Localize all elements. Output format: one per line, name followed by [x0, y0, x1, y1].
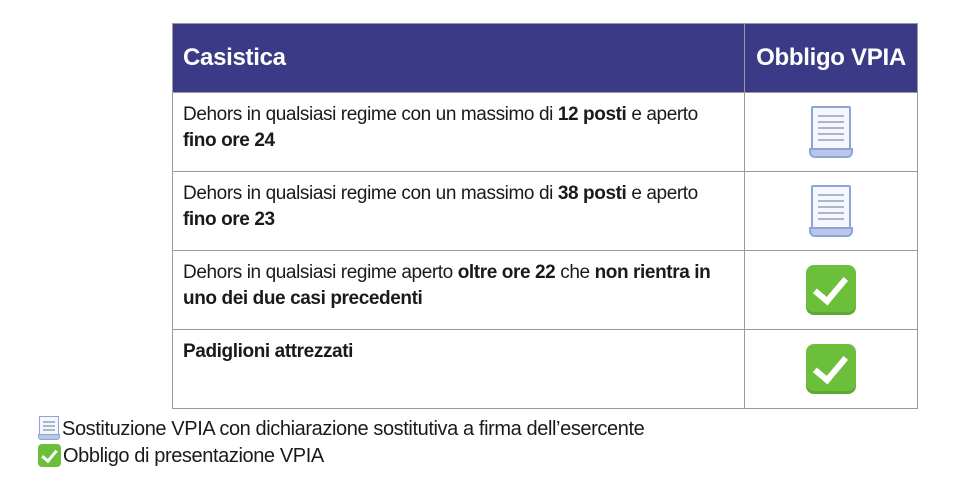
table-header-row: [173, 24, 918, 93]
casistica-cell: [173, 93, 745, 172]
document-icon: [809, 106, 853, 158]
text-segment: e aperto: [626, 104, 698, 125]
bold-text: oltre ore 22: [457, 262, 556, 283]
text-segment: Dehors in qualsiasi regime con un massimo di: [183, 104, 558, 125]
casistica-cell: [173, 172, 745, 251]
bold-text: 38 posti: [557, 183, 627, 204]
document-icon: [809, 185, 853, 237]
casistica-text: [173, 251, 744, 312]
obbligo-cell: [745, 330, 918, 409]
casistica-text: [173, 330, 744, 365]
legend-check-text: Obbligo di presentazione VPIA: [63, 445, 324, 467]
obbligo-cell: [745, 93, 918, 172]
obbligo-cell: [745, 172, 918, 251]
text-segment: Dehors in qualsiasi regime aperto: [183, 262, 458, 283]
vpia-table: [172, 23, 918, 409]
legend-document: [38, 416, 644, 442]
header-obbligo-vpia: Obbligo VPIA: [745, 24, 918, 93]
casistica-text: [173, 172, 744, 233]
bold-text: fino ore 23: [183, 209, 275, 230]
check-icon: [806, 265, 856, 315]
table-row: [173, 330, 918, 409]
bold-text: fino ore 24: [183, 130, 275, 151]
document-icon: [38, 416, 60, 440]
obbligo-cell: [745, 251, 918, 330]
table-row: [173, 251, 918, 330]
legend-document-text: Sostituzione VPIA con dichiarazione sostitutiva a firma dell’esercente: [62, 418, 645, 440]
header-casistica: Casistica: [173, 24, 745, 93]
table-row: [173, 172, 918, 251]
bold-text: non rientra in uno dei due casi precedenti: [183, 262, 711, 309]
casistica-cell: [173, 251, 745, 330]
text-segment: Dehors in qualsiasi regime con un massimo di: [183, 183, 558, 204]
check-icon: [38, 444, 61, 467]
table-row: [173, 93, 918, 172]
text-segment: che: [555, 262, 595, 283]
casistica-cell: [173, 330, 745, 409]
check-icon: [806, 344, 856, 394]
bold-text: 12 posti: [557, 104, 627, 125]
text-segment: e aperto: [626, 183, 698, 204]
legend-check: [38, 443, 324, 469]
casistica-text: [173, 93, 744, 154]
bold-text: Padiglioni attrezzati: [183, 341, 354, 362]
